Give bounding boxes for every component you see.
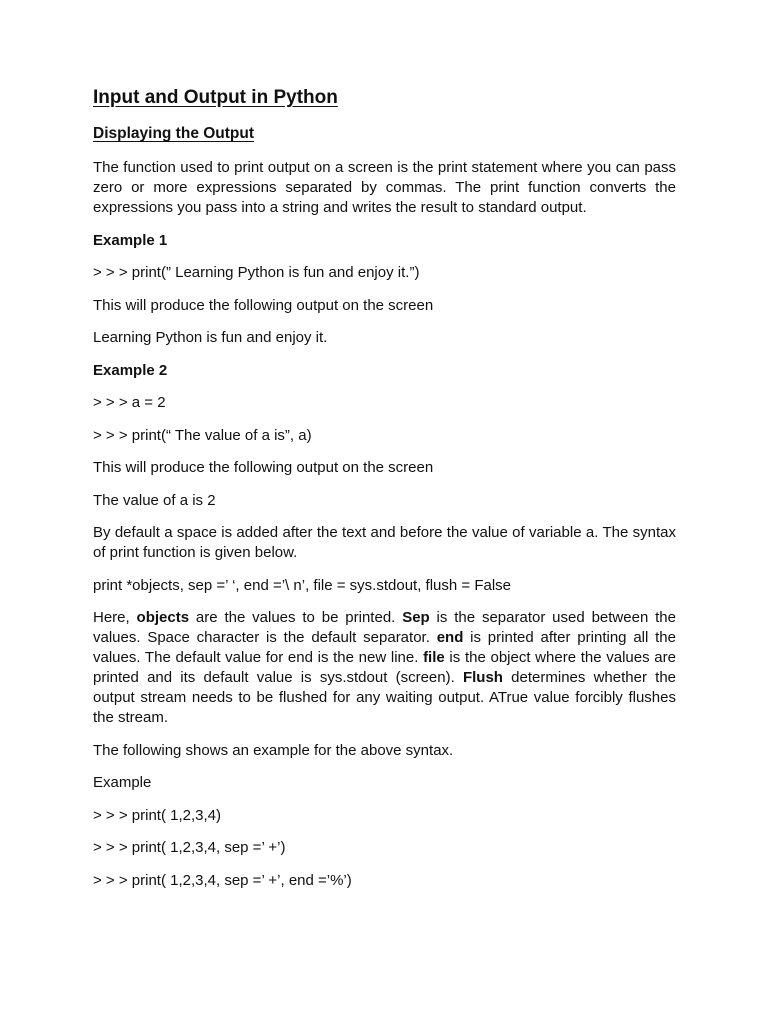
example-3-heading: Example (93, 774, 152, 791)
example-1-code: > > > print(” Learning Python is fun and enjoy it.”) (93, 264, 420, 281)
print-syntax: print *objects, sep =’ ‘, end =’\ n’, file = sys.stdout, flush = False (93, 576, 511, 594)
params-text-1: Here, (93, 609, 137, 626)
example-1-produce-text: This will produce the following output on the screen (93, 296, 434, 314)
example-1-output: Learning Python is fun and enjoy it. (93, 329, 328, 346)
param-end: end (436, 629, 464, 646)
param-flush: Flush (462, 669, 503, 686)
example-2-produce-text: This will produce the following output on the screen (93, 459, 434, 476)
example-2-code-line-1: > > > a = 2 (93, 394, 166, 411)
example-2-heading: Example 2 (93, 361, 168, 379)
example-3-code-line-2: > > > print( 1,2,3,4, sep =’ +’) (93, 839, 286, 856)
params-text-2: are the values to be printed. (189, 609, 403, 626)
example-2-code-line-2: > > > print(“ The value of a is”, a) (93, 426, 312, 444)
params-text-3: is the separator used between the values. Space character is the default separator. (93, 609, 676, 646)
param-sep: Sep (402, 609, 430, 626)
section-heading: Displaying the Output (93, 125, 255, 142)
example-3-code-line-3: > > > print( 1,2,3,4, sep =’ +’, end =’%’) (93, 871, 352, 889)
param-file: file (423, 649, 445, 666)
page-title: Input and Output in Python (93, 87, 338, 108)
example-1-heading: Example 1 (93, 231, 168, 249)
default-space-paragraph: By default a space is added after the text and before the value of variable a. The syntax of print function is given below. (93, 524, 676, 561)
params-text-6: determines whether the output stream needs to be flushed for any waiting output. ATrue value forcibly flushes the stream. (93, 669, 676, 726)
params-text-4: is printed after printing all the values. The default value for end is the new line. (93, 629, 676, 666)
example-2-output: The value of a is 2 (93, 491, 216, 509)
parameters-paragraph (93, 608, 676, 728)
params-text-5: is the object where the values are printed and its default value is sys.stdout (screen). (93, 649, 676, 686)
example-3-code-line-1: > > > print( 1,2,3,4) (93, 806, 221, 824)
intro-paragraph: The function used to print output on a screen is the print statement where you can pass zero or more expressions separated by commas. The print function converts the expressions you pass into a string and writes the result to standard output. (93, 159, 676, 216)
following-text: The following shows an example for the above syntax. (93, 741, 454, 759)
param-objects: objects (136, 609, 190, 626)
